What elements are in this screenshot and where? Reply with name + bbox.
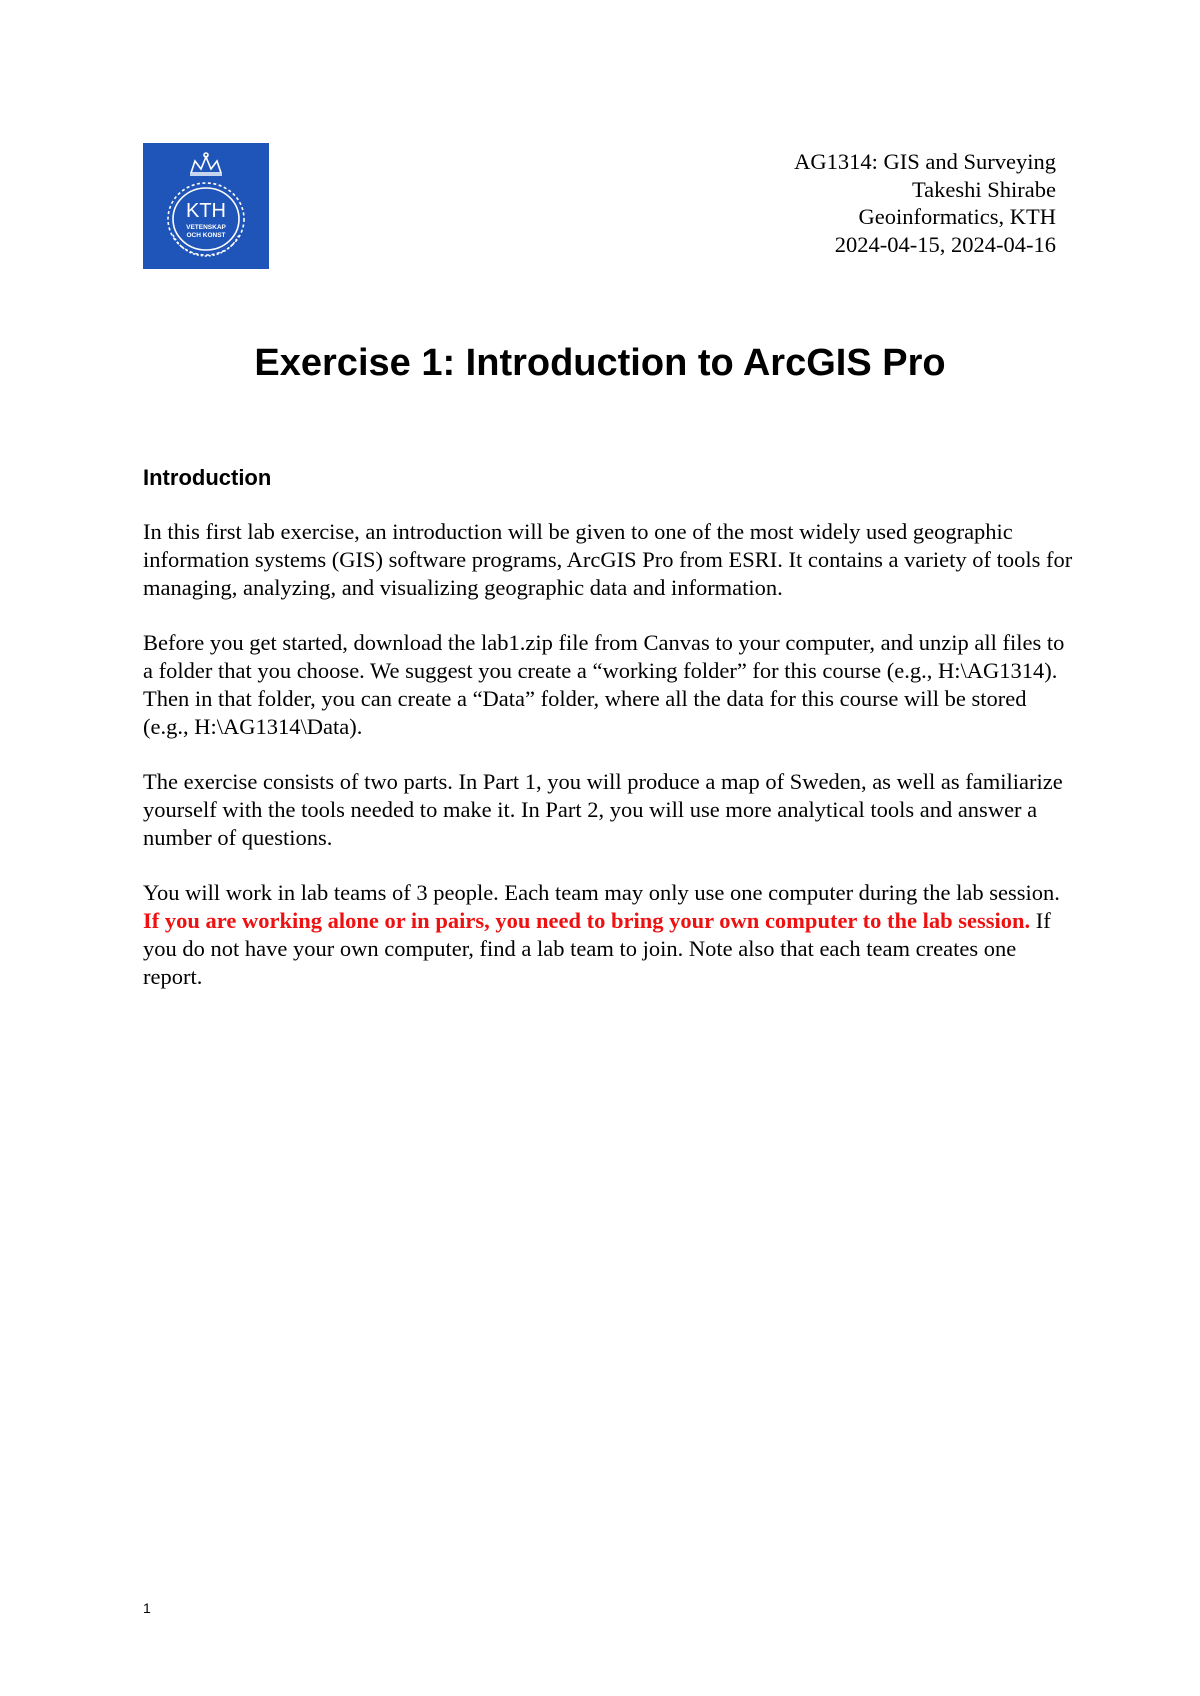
- page-title: Exercise 1: Introduction to ArcGIS Pro: [254, 342, 946, 384]
- paragraph-4: [143, 879, 1073, 990]
- department: Geoinformatics, KTH: [858, 204, 1056, 230]
- course-name: AG1314: GIS and Surveying: [794, 149, 1056, 174]
- author-name: Takeshi Shirabe: [911, 176, 1056, 202]
- paragraph-4-end: If you do not have your own computer, find a lab team to join. Note also that each team creates one report.: [143, 908, 1051, 989]
- kth-emblem-icon: [143, 143, 269, 269]
- logo-motto-line2: OCH KONST: [186, 232, 226, 239]
- logo-text: KTH: [186, 200, 226, 222]
- course-info: [794, 148, 1056, 259]
- logo-motto-line1: VETENSKAP: [186, 224, 226, 231]
- paragraph-1: In this first lab exercise, an introduction will be given to one of the most widely used geographic information systems (GIS) software programs, ArcGIS Pro from ESRI. It contains a variety of tools for managing, analyzing, and visualizing geographic data and information.: [143, 519, 1073, 600]
- section-heading: Introduction: [143, 465, 272, 490]
- dates: 2024-04-15, 2024-04-16: [834, 232, 1056, 258]
- paragraph-2: Before you get started, download the lab1.zip file from Canvas to your computer, and unzip all files to a folder that you choose. We suggest you create a “working folder” for this course (e.g., H:\AG1314). Then in that folder, you can create a “Data” folder, where all the data for this course will be stored (e.g., H:\AG1314\Data).: [143, 630, 1065, 739]
- paragraph-4-highlight: If you are working alone or in pairs, you need to bring your own computer to the lab session.: [143, 908, 1031, 934]
- kth-logo: [143, 143, 269, 269]
- page-number: 1: [143, 1600, 151, 1616]
- body-text: [143, 518, 1073, 1018]
- paragraph-4-start: You will work in lab teams of 3 people. Each team may only use one computer during the lab session.: [143, 880, 1060, 906]
- paragraph-3: The exercise consists of two parts. In Part 1, you will produce a map of Sweden, as well as familiarize yourself with the tools needed to make it. In Part 2, you will use more analytical tools and answer a number of questions.: [143, 769, 1063, 850]
